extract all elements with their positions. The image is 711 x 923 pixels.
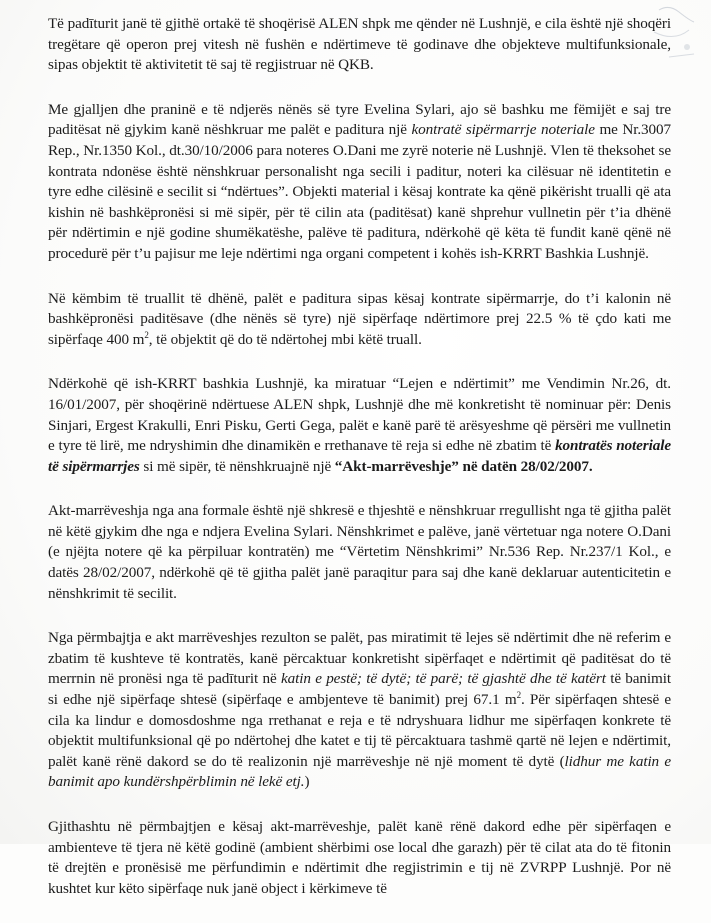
text-segment: katin e pestë; të dytë; të parë; të gjashtë dhe të katërt [281,670,606,688]
text-segment: Gjithashtu në përmbajtjen e kësaj akt-marrëveshje, palët kanë rënë dakord edhe për sipërfaqen e ambienteve të tjera në këtë godinë (ambient shërbimi ose local dhe garazh) për të cilat ata do të fitonin të drejtën e pronësisë me përfundimin e ndërtimit dhe regjistrimin e tij në ZVRPP Lushnjë. Por në kushtet kur këto sipërfaqe nuk janë object i kërkimeve të [48,818,671,897]
paragraph-3 [48,289,671,351]
text-segment: Me gjalljen dhe praninë e të ndjerës nënës së tyre Evelina Sylari, ajo së bashku me fëmijët e saj tre paditësat në gjykim kanë nëshkruar me palët e paditura një [48,100,671,139]
text-segment: . Për sipërfaqen shtesë e cila ka lindur e domosdoshme nga rrethanat e reja e të ndryshuara lidhur me sipërfaqen konkrete të objektit multifunksional që po ndërtohej dhe katet e tij të përcaktuara tashmë qartë në lejen e ndërtimit, palët kanë rënë dakord se do të realizonin një marrëveshje në një moment të dytë ( [48,691,671,770]
document-body [48,14,671,923]
text-segment: Nga përmbajtja e akt marrëveshjes rezulton se palët, pas miratimit të lejes së ndërtimit dhe në referim e zbatim të kushteve të kontratës, kanë përcaktuar konkretisht sipërfaqet e ndërtimit që paditësat do të merrnin në pronësi nga të padīturit në [48,629,671,688]
text-segment: Të padīturit janë të gjithë ortakë të shoqërisë ALEN shpk me qënder në Lushnjë, e cila është një shoqëri tregëtare që operon prej vitesh në fushën e ndërtimeve të godinave dhe objekteve multifunksionale, sipas objektit të aktivitetit të saj të regjistruar në QKB. [48,15,671,74]
text-segment: ) [304,773,310,791]
text-segment: si më sipër, të nënshkruajnë një [139,457,335,475]
text-segment: të banimit si edhe një sipërfaqe shtesë (sipërfaqe e ambjenteve të banimit) prej 67.1 m [48,670,672,709]
paragraph-4 [48,374,671,477]
text-segment: kontratës noteriale të sipërmarrjes [48,437,671,475]
paragraph-6 [48,628,671,793]
text-segment: Ndërkohë që ish-KRRT bashkia Lushnjë, ka miratuar “Lejen e ndërtimit” me Vendimin Nr.26, dt. 16/01/2007, për shoqërinë ndërtuese ALEN shpk, Lushnjë dhe më konkretisht të nominuar për: Denis Sinjari, Ergest Krakulli, Enri Pisku, Gerti Gega, palët e kanë parë të arësyeshme që përsëri me vullnetin e tyre të lirë, me ndryshimin dhe dinamikën e rrethanave të reja si edhe në zbatim të [48,375,671,455]
text-segment: , të objektit që do të ndërtohej mbi këtë truall. [148,330,422,348]
paragraph-5 [48,501,671,604]
text-segment: Në këmbim të truallit të dhënë, palët e paditura sipas kësaj kontrate sipërmarrje, do t’i kalonin në bashkëpronësi paditësave (dhe nënës së tyre) një sipërfaqe ndërtimore prej 22.5 % të çdo kati me sipërfaqe 400 m [48,289,671,348]
paragraph-2 [48,100,671,265]
text-segment: “Akt-marrëveshje” në datën 28/02/2007. [334,457,593,475]
text-segment: lidhur me katin e banimit apo kundërshpërblimin në lekë etj. [48,752,672,791]
text-segment: kontratë sipërmarrje noteriale [411,121,595,139]
paragraph-7 [48,817,671,899]
superscript: 2 [144,329,149,340]
text-segment: me Nr.3007 Rep., Nr.1350 Kol., dt.30/10/2006 para noteres O.Dani me zyrë noterie në Lushnjë. Vlen të theksohet se kontrata ndonëse është nënshkruar personalisht nga secili i paditur, noteri ka cilësuar në identitetin e tyre edhe cilësinë e secilit si “ndërtues”. Objekti material i kësaj kontrate ka qënë pikërisht trualli që ata kishin në bashkëpronësi si më sipër, për të cilin ata (paditësat) kanë shprehur vullnetin për t’ia dhënë për ndërtimin e një godine shumëkatëshe, palëve të paditura, ndërkohë që këta të fundit kanë qënë në procedurë për t’u pajisur me leje ndërtimi nga organi competent i kohës ish-KRRT Bashkia Lushnjë. [48,121,671,262]
paragraph-1 [48,14,671,76]
superscript: 2 [516,689,521,700]
text-segment: Akt-marrëveshja nga ana formale është një shkresë e thjeshtë e nënshkruar rregullisht nga të gjitha palët në këtë gjykim dhe nga e ndjera Evelina Sylari. Nënshkrimet e palëve, janë vërtetuar nga notere O.Dani (e njëjta notere që ka përpiluar kontratën) me “Vërtetim Nënshkrimi” Nr.536 Rep. Nr.237/1 Kol., e datës 28/02/2007, ndërkohë që të gjitha palët janë paraqitur para saj dhe kanë deklaruar autenticitetin e nënshkrimit të secilit. [48,502,671,602]
